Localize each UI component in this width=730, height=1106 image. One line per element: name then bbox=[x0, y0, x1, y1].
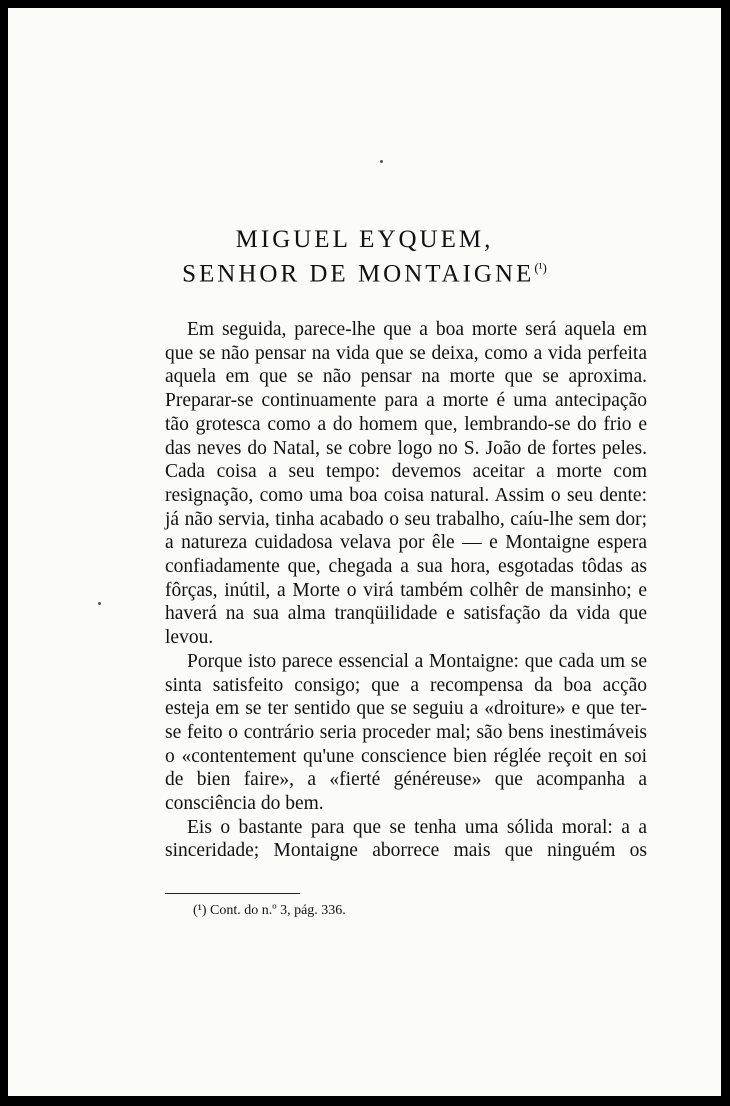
footnote: (¹) Cont. do n.º 3, pág. 336. bbox=[193, 903, 346, 918]
paragraph-1: Em seguida, parece-lhe que a boa morte será aquela em que se não pensar na vida que se deixa, como a vida perfeita aquela em que se não pensar na morte que se aproxima. Preparar-se continuamente para a morte é uma antecipação tão grotesca como a do homem que, lembrando-se do frio e das neves do Natal, se cobre logo no S. João de fortes peles. Cada coisa a seu tempo: devemos aceitar a morte com resignação, como uma boa coisa natural. Assim o seu dente: já não servia, tinha acabado o seu trabalho, caíu-lhe sem dor; a natureza cuidadosa velava por êle — e Montaigne espera confiadamente que, chegada a sua hora, esgotadas tôdas as fôrças, inútil, a Morte o virá também colhêr de mansinho; e haverá na sua alma tranqüilidade e satisfação da vida que levou. bbox=[165, 319, 647, 649]
title-line-1: MIGUEL EYQUEM, bbox=[235, 226, 494, 253]
speck-mark bbox=[98, 602, 101, 605]
title-line-2-text: SENHOR DE MONTAIGNE bbox=[182, 260, 535, 288]
body-text bbox=[165, 318, 647, 863]
title-line-2 bbox=[8, 260, 721, 288]
paragraph-2: Porque isto parece essencial a Montaigne: que cada um se sinta satisfeito consigo; que a recompensa da boa acção esteja em se ter sentido que se seguiu a «droiture» e que ter-se feito o contrário seria proceder mal; são bens inestimáveis o «contentement qu'une conscience bien réglée reçoit en soi de bien faire», a «fierté généreuse» que acompanha a consciência do bem. bbox=[165, 650, 647, 815]
footnote-rule bbox=[165, 893, 300, 894]
speck-mark bbox=[380, 160, 383, 163]
paragraph-3: Eis o bastante para que se tenha uma sólida moral: a a sinceridade; Montaigne aborrece mais que ninguém os bbox=[165, 816, 647, 862]
document-page bbox=[8, 8, 721, 1096]
title-footnote-ref: (¹) bbox=[534, 260, 547, 275]
